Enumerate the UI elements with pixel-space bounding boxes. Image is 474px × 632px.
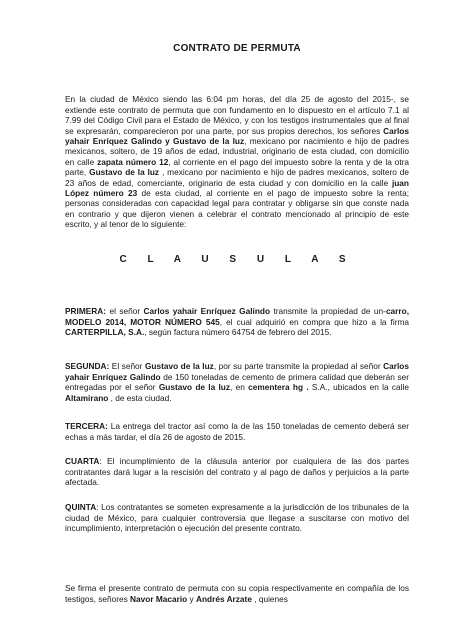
clause-segunda-label: SEGUNDA: (65, 361, 110, 372)
clause-quinta (65, 502, 409, 533)
clause-primera-text-1: el señor (106, 306, 144, 317)
clause-segunda-text-6: , de esta ciudad. (108, 392, 172, 403)
clause-segunda-bold-1: Gustavo de la luz (144, 361, 214, 372)
intro-address-2: juan López número 23 (65, 177, 409, 198)
intro-text-1: En la ciudad de México siendo las 6:04 pm horas, del día 25 de agosto del 2015-, se extiende este contrato de permuta que con fundamento en lo dispuesto en el artículo 7.1 al 7.99 del Código Civil para el Estado de México, y con los testigos instrumentales que al final se expresarán, comparecieron por una parte, por sus propios derechos, los señores (65, 94, 409, 136)
clause-quinta-label: QUINTA (65, 502, 97, 513)
clause-primera-text-4: , según factura número 64754 de febrero del 2015. (144, 327, 332, 338)
clause-segunda-text-3: de 150 toneladas de cemento de primera calidad que deberán ser entregadas por el señor (65, 371, 409, 393)
clause-segunda-bold-4: cementera hg . (248, 382, 309, 393)
clausulas-heading: C L A U S U L A S (119, 254, 355, 265)
closing-text-2: y (187, 593, 196, 604)
clause-tercera-text: La entrega del tractor así como la de las 150 toneladas de cemento deberá ser echas a más tardar, el día 26 de agosto de 2015. (65, 421, 409, 442)
clause-tercera (65, 421, 409, 442)
intro-text-2: , mexicano por nacimiento e hijo de padres mexicanos, soltero, de 19 años de edad, industrial, originario de esta ciudad, con domicilio en calle (65, 135, 409, 167)
intro-address-1: zapata número 12 (97, 156, 169, 167)
clause-primera-text-2: transmite la propiedad de un- (270, 306, 386, 317)
document-title: CONTRATO DE PERMUTA (173, 43, 301, 54)
clause-segunda-text-5: S.A., ubicados en la calle (308, 382, 409, 393)
closing-text-3: , quienes (251, 593, 288, 604)
clause-segunda-text-1: El señor (109, 361, 145, 372)
clause-segunda-bold-5: Altamirano (65, 392, 109, 403)
clause-primera-bold-1: Carlos yahair Enríquez Galindo (143, 306, 271, 317)
clause-primera-text-3: , el cual adquirió en compra que hizo a la firma (219, 316, 409, 327)
intro-parties: Carlos yahair Enríquez Galindo y Gustavo de la luz (65, 125, 409, 146)
clause-cuarta-text: : El incumplimiento de la cláusula anterior por cualquiera de las dos partes contratantes dará lugar a la rescisión del contrato y al pago de daños y perjuicios a la parte afectada. (65, 456, 409, 488)
intro-text-4: , mexicano por nacimiento e hijo de padres mexicanos, soltero de 23 años de edad, comerciante, originario de esta ciudad y con domicilio en la calle (65, 167, 409, 188)
closing-text-1: Se firma el presente contrato de permuta con su copia respectivamente en compañía de los testigos, señores (65, 583, 409, 604)
clause-segunda-bold-2: Carlos yahair Enríquez Galindo (65, 361, 409, 382)
intro-paragraph (65, 94, 409, 229)
clause-primera-label: PRIMERA: (65, 306, 107, 317)
clause-segunda (65, 361, 409, 403)
clause-cuarta-label: CUARTA (65, 456, 100, 467)
clause-primera-bold-3: CARTERPILLA, S.A. (65, 327, 145, 338)
closing-paragraph (65, 583, 409, 604)
clause-primera-bold-2: carro, MODELO 2014, MOTOR NÚMERO 545 (65, 306, 409, 327)
clause-primera (65, 306, 409, 337)
clause-cuarta (65, 456, 409, 487)
clause-segunda-text-4: , en (230, 382, 249, 393)
clause-tercera-label: TERCERA: (65, 421, 108, 432)
intro-party-2: Gustavo de la luz (89, 167, 160, 178)
witness-1: Navor Macario (130, 593, 188, 604)
witness-2: Andrés Arzate (195, 593, 252, 604)
clause-segunda-text-2: , por su parte transmite la propiedad al señor (213, 361, 384, 372)
clause-quinta-text: : Los contratantes se someten expresamente a la jurisdicción de los tribunales de la ciudad de México, para cualquier controversia que llegase a suscitarse con motivo del incumplimiento, interpretación o ejecución del presente contrato. (65, 502, 409, 534)
clause-segunda-bold-3: Gustavo de la luz (158, 382, 231, 393)
intro-text-3: , al corriente en el pago del impuesto sobre la renta y de la otra parte, (65, 156, 409, 178)
intro-text-5: de esta ciudad, al corriente en el pago de impuesto sobre la renta; personas consideradas con capacidad legal para contratar y obligarse sin que conste nada en contrario y que dijeron vienen a celebrar el contrato mencionado al principio de este escrito, y al tenor de lo siguiente: (65, 187, 410, 230)
